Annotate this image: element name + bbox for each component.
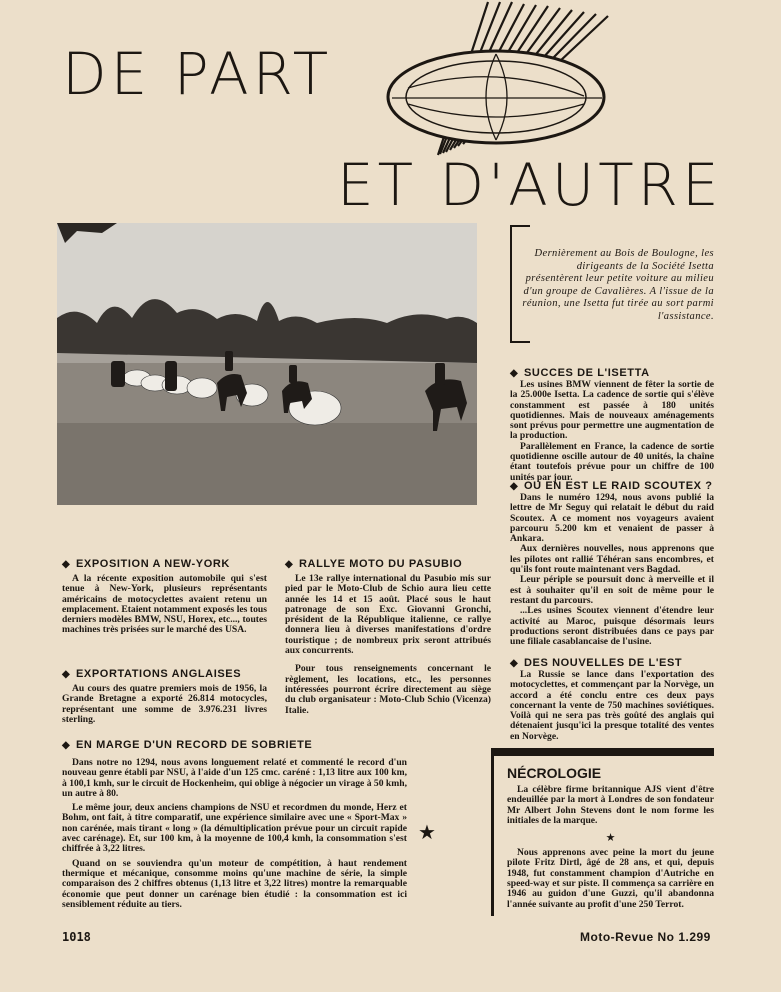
- paragraph: Le même jour, deux anciens champions de NSU et recordmen du monde, Herz et Bohm, ont fait, à titre comparatif, une expérience similaire avec une « Sport-Max » non carénée, mais tirant « long » (la démultiplication prévue pour un circuit rapide avec carénage). Et, sur 100 km, à la moyenne de 100,4 kmh, la consommation s'est chiffrée à 3,22 litres.: [62, 802, 407, 855]
- paragraph: Parallèlement en France, la cadence de sortie quotidienne oscille autour de 40 unités, la chaîne étant toutefois prévue pour un chiffre de 100 unités par jour.: [510, 440, 714, 483]
- paragraph: Aux dernières nouvelles, nous apprenons que les pilotes ont rallié Téhéran sans encombres, et qu'ils font route maintenant vers Bagdad.: [510, 543, 714, 576]
- bullet-icon: ◆: [62, 740, 71, 751]
- section-scoutex: [510, 480, 714, 647]
- heading-pasubio: ◆ RALLYE MOTO DU PASUBIO: [285, 558, 463, 570]
- paragraph: La célèbre firme britannique AJS vient d'être endeuillée par la mort à Londres de son fondateur Mr Albert John Stevens dont le nom forme les initiales de la marque.: [507, 784, 714, 826]
- paragraph: Les usines BMW viennent de fêter la sortie de la 25.000e Isetta. La cadence de sortie qui s'élève constamment est passée à 180 unités quotidiennes. Mais de nouveaux aménagements sont prévus pour permettre une augmentation de la production.: [510, 379, 714, 442]
- heading-anglaises: ◆ EXPORTATIONS ANGLAISES: [62, 668, 242, 680]
- section-anglaises: [62, 668, 267, 725]
- section-sobriete: [62, 739, 470, 910]
- bullet-icon: ◆: [285, 559, 294, 570]
- section-pasubio: [285, 558, 491, 716]
- star-icon: ★: [605, 832, 616, 845]
- paragraph: La Russie se lance dans l'exportation des motocyclettes, et commençant par la Norvège, un accord a été conclu entre ces deux pays concernant la vente de 750 machines soviétiques. Voilà qui ne sera pas très goûté des anglais qui détenaient jusqu'ici la presque totalité des ventes en Norvège.: [510, 669, 714, 742]
- bullet-icon: ◆: [510, 658, 519, 669]
- paragraph: Pour tous renseignements concernant le règlement, les locations, etc., les personnes intéressées pourront écrire directement au siège du club organisateur : Moto-Club Schio (Vicenza) Italie.: [285, 663, 491, 716]
- photo-isetta-cavalieres: [57, 223, 477, 505]
- paragraph: Leur périple se poursuit donc à merveille et il est à souhaiter qu'il en soit de même pour le restant du parcours.: [510, 574, 714, 606]
- bullet-icon: ◆: [510, 481, 519, 492]
- heading-isetta: ◆ SUCCES DE L'ISETTA: [510, 367, 650, 379]
- title-line-2: ET D'AUTRE: [337, 151, 723, 219]
- section-newyork: [62, 558, 267, 636]
- paragraph: Quand on se souviendra qu'un moteur de compétition, à haut rendement thermique et mécanique, consomme moins qu'une machine de série, la simple comparaison des 2 chiffres obtenus (1,13 litre et 3,22 litres) montre la remarquable économie que peut donner un carénage bien étudié : la consommation est ici sensiblement réduite au tiers.: [62, 857, 407, 910]
- heading-est: ◆ DES NOUVELLES DE L'EST: [510, 657, 683, 669]
- paragraph: Au cours des quatre premiers mois de 1956, la Grande Bretagne a exporté 26.814 motocycles, représentant une somme de 3.976.231 livres sterling.: [62, 683, 267, 725]
- bullet-icon: ◆: [62, 669, 71, 680]
- paragraph: A la récente exposition automobile qui s'est tenue à New-York, plusieurs représentants américains de motocyclettes avaient retenu un emplacement. Etaient notamment exposés les tous derniers modèles BMW, NSU, Horex, etc..., toutes machines très prisées sur le marché des USA.: [62, 573, 267, 636]
- bullet-icon: ◆: [62, 559, 71, 570]
- bullet-icon: ◆: [510, 368, 519, 379]
- globe-emblem-icon: [378, 0, 613, 160]
- magazine-issue: Moto-Revue No 1.299: [580, 930, 711, 944]
- star-icon: ★: [418, 822, 436, 844]
- paragraph: Le 13e rallye international du Pasubio mis sur pied par le Moto-Club de Schio aura lieu cette année les 14 et 15 août. Placé sous le haut patronage de son Exc. Giovanni Gronchi, président de la République italienne, ce rallye donnera lieu à diverses manifestations d'ordre touristique ; de nombreux prix seront attribués aux concurrents.: [285, 573, 491, 657]
- heading-newyork: ◆ EXPOSITION A NEW-YORK: [62, 558, 230, 570]
- photo-caption: Dernièrement au Bois de Boulogne, les dirigeants de la Société Isetta présentèrent leur petite voiture au milieu d'un groupe de Cavalières. A l'issue de la réunion, une Isetta fut tirée au sort parmi l'assistance.: [522, 248, 714, 322]
- paragraph: Nous apprenons avec peine la mort du jeune pilote Fritz Dirtl, âgé de 28 ans, et qui, depuis 1948, fut constamment champion d'Autriche en speed-way et sur piste. Il commença sa carrière en 1946 au guidon d'une Guzzi, qu'il abandonna l'année suivante au profit d'une 250 Terrot.: [507, 847, 714, 910]
- section-est: [510, 657, 714, 742]
- heading-necrologie: NÉCROLOGIE: [507, 765, 602, 781]
- paragraph: Dans le numéro 1294, nous avons publié la lettre de Mr Seguy qui relatait le début du raid Scoutex. A ce moment nos voyageurs avaient parcouru 5.200 km et venaient de passer à Ankara.: [510, 492, 714, 545]
- section-isetta: [510, 367, 714, 483]
- heading-scoutex: ◆ OU EN EST LE RAID SCOUTEX ?: [510, 480, 713, 492]
- page-number: 1018: [62, 930, 91, 944]
- title-line-1: DE PART: [62, 40, 333, 108]
- paragraph: ...Les usines Scoutex viennent d'étendre leur activité au Maroc, puisque désormais leurs productions seront distribuées dans ce pays par une filiale casablancaise de l'usine.: [510, 605, 714, 648]
- paragraph: Dans notre no 1294, nous avons longuement relaté et commenté le record d'un nouveau genre établi par NSU, à l'aide d'un 125 cmc. caréné : 1,13 litre aux 100 km, à 100,1 kmh, sur le circuit de Hockenheim, qui oblige à négocier un virage à 50 kmh, un autre à 80.: [62, 757, 407, 799]
- heading-sobriete: ◆ EN MARGE D'UN RECORD DE SOBRIETE: [62, 739, 313, 751]
- section-necrologie: [507, 785, 714, 910]
